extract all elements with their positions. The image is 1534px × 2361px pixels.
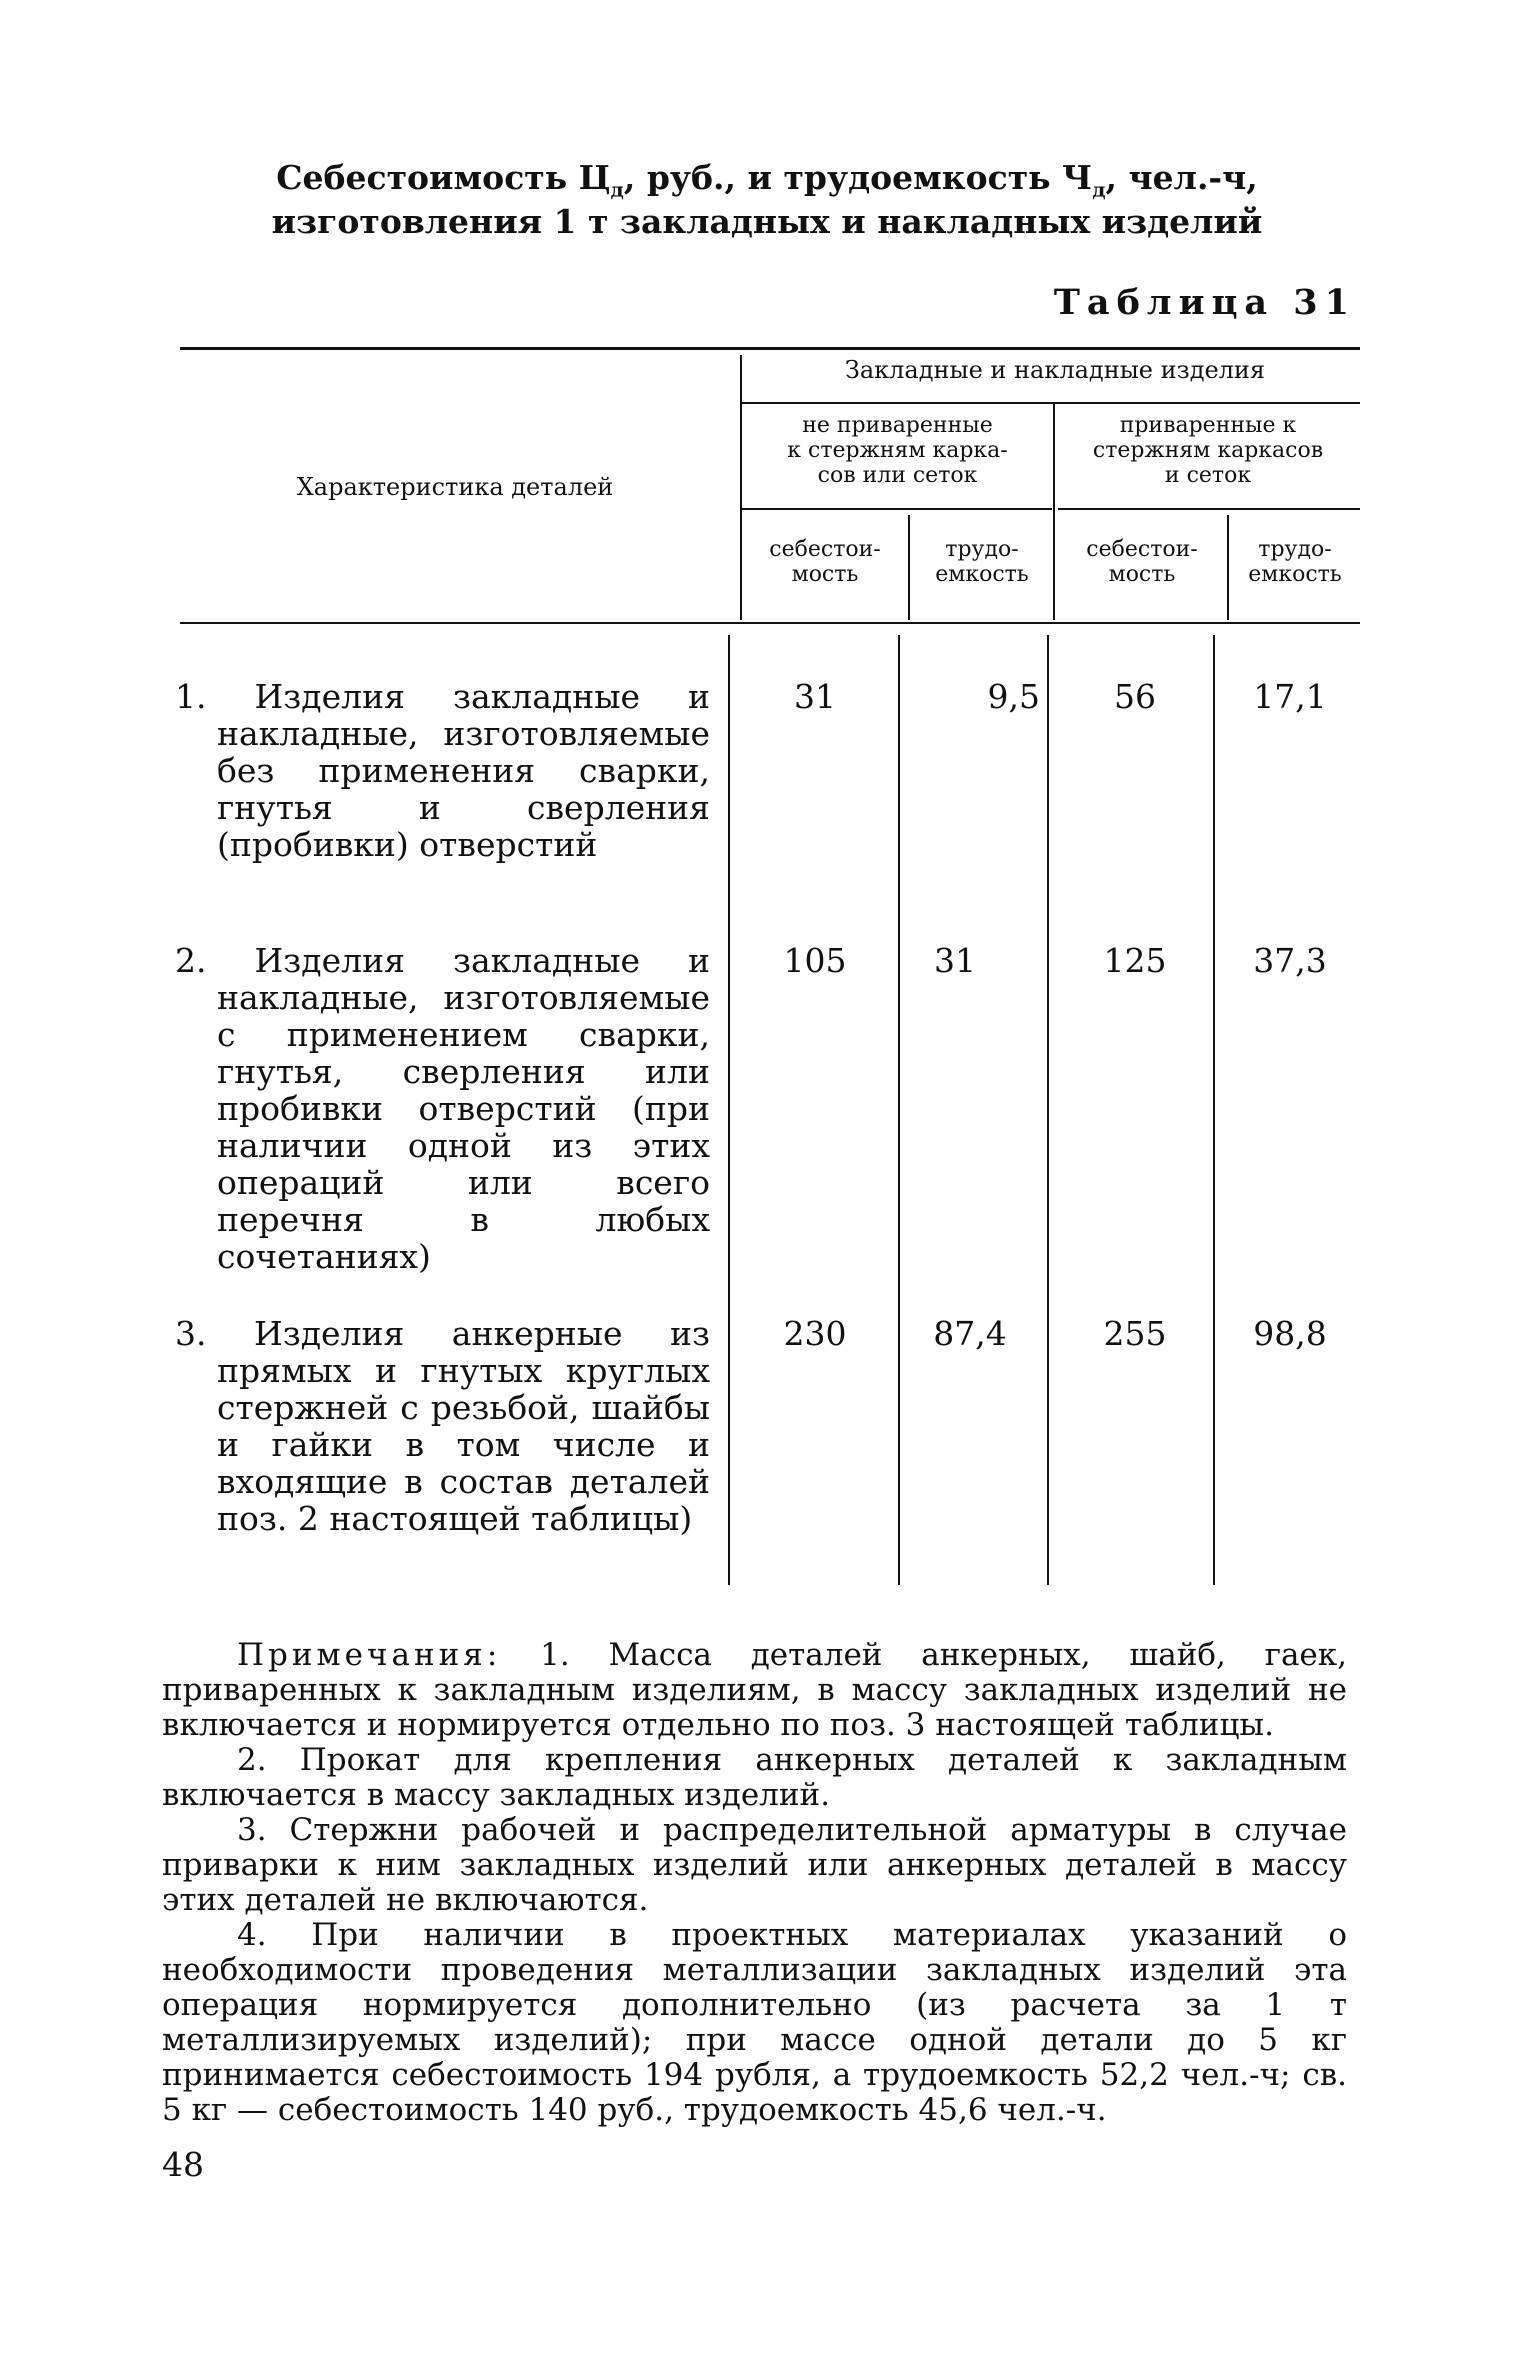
note-1: Примечания: 1. Масса деталей анкерных, шайб, гаек, приваренных к закладным изделиям, в массу закладных изделий не включается и нормируется отдельно по поз. 3 настоящей таблицы. — [162, 1637, 1347, 1743]
header-not-welded: не приваренные к стержням карка- сов или сеток — [787, 413, 1008, 488]
body-divider-col3 — [1213, 635, 1215, 1585]
header-labor-2: трудо- емкость — [1248, 537, 1342, 587]
table-row: 2. Изделия закладные и накладные, изготовляемые с применением сварки, гнутья, сверления или пробивки отверстий (при наличии одной из этих операций или всего перечня в любых сочетаниях) — [175, 941, 711, 1276]
page-number: 48 — [162, 2145, 204, 2184]
row1-cost1: 31 — [794, 677, 836, 716]
note-2: 2. Прокат для крепления анкерных деталей к закладным включается в массу закладных изделий. — [162, 1742, 1347, 1813]
row2-cost1: 105 — [783, 941, 847, 980]
body-divider-col1 — [898, 635, 900, 1585]
header-labor-1: трудо- емкость — [935, 537, 1029, 587]
header-divider-col3 — [1227, 515, 1229, 620]
row2-labor1: 31 — [934, 941, 976, 980]
group-header-rule — [742, 402, 1360, 404]
row2-cost2: 125 — [1103, 941, 1167, 980]
header-characteristics: Характеристика деталей — [296, 473, 614, 501]
table-row: 1. Изделия закладные и накладные, изготовляемые без применения сварки, гнутья и сверления (пробивки) отверстий — [175, 677, 711, 864]
caption-line-1: Себестоимость $Ц_д$, руб., и трудоемкость $Ч_д$, чел.-ч, — [276, 158, 1258, 202]
subheader-rule-right — [1058, 508, 1360, 510]
subheader-rule-left — [742, 508, 1052, 510]
row3-cost2: 255 — [1103, 1314, 1167, 1353]
row1-labor1: 9,5 — [987, 677, 1040, 716]
table-number: Таблица 31 — [1053, 282, 1356, 323]
header-welded: приваренные к стержням каркасов и сеток — [1092, 413, 1324, 488]
row1-labor2: 17,1 — [1253, 677, 1327, 716]
header-bottom-rule — [180, 622, 1360, 624]
row3-cost1: 230 — [783, 1314, 847, 1353]
header-cost-1: себестои- мость — [769, 537, 881, 587]
note-4: 4. При наличии в проектных материалах указаний о необходимости проведения металлизации закладных изделий эта операция нормируется дополнительно (из расчета за 1 т металлизируемых изделий); при массе одной детали до 5 кг принимается себестоимость 194 рубля, а трудоемкость 52,2 чел.-ч; св. 5 кг — себестоимость 140 руб., трудоемкость 45,6 чел.-ч. — [162, 1917, 1347, 2128]
notes — [162, 1638, 1347, 2128]
row3-labor2: 98,8 — [1253, 1314, 1327, 1353]
header-divider-main — [740, 355, 742, 620]
caption-line-2: изготовления 1 т закладных и накладных изделий — [271, 202, 1263, 241]
table-top-rule — [180, 347, 1360, 350]
header-group: Закладные и накладные изделия — [844, 356, 1266, 384]
header-divider-groups — [1053, 402, 1055, 620]
row1-cost2: 56 — [1114, 677, 1156, 716]
row2-labor2: 37,3 — [1253, 941, 1327, 980]
body-divider-groups — [1047, 635, 1049, 1585]
table-row: 3. Изделия анкерные из прямых и гнутых круглых стержней с резьбой, шайбы и гайки в том числе и входящие в состав деталей поз. 2 настоящей таблицы) — [175, 1314, 710, 1538]
header-divider-col1 — [908, 515, 910, 620]
body-divider-main — [728, 635, 730, 1585]
note-3: 3. Стержни рабочей и распределительной арматуры в случае приварки к ним закладных изделий или анкерных деталей в массу этих деталей не включаются. — [162, 1812, 1347, 1918]
row3-labor1: 87,4 — [933, 1314, 1007, 1353]
header-cost-2: себестои- мость — [1086, 537, 1198, 587]
